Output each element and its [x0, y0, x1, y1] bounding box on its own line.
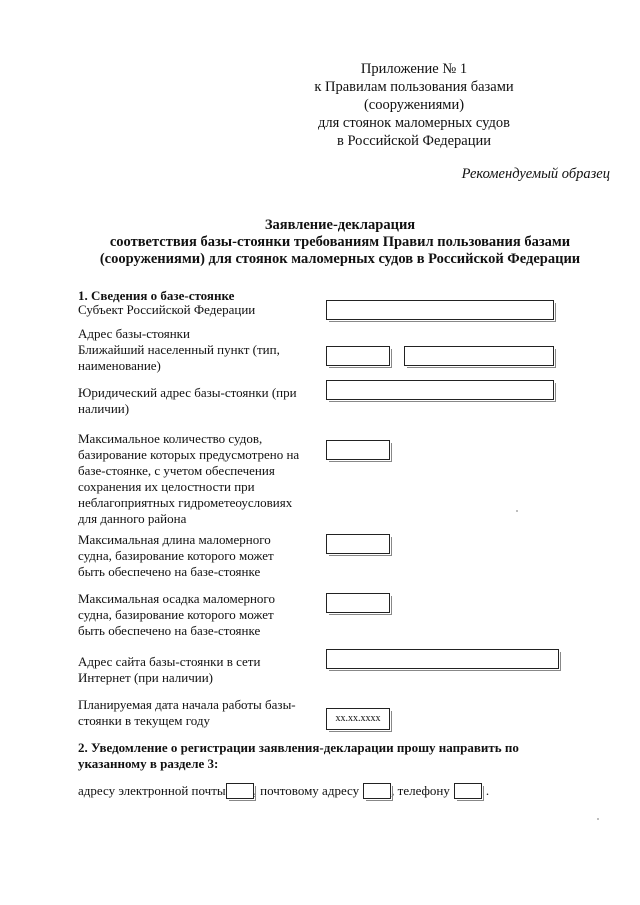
max-length-label: Максимальная длина маломерного судна, базирование которого может быть обеспечено на базе-стоянке [78, 532, 274, 579]
end-mark: . [485, 783, 490, 799]
subject-field[interactable] [326, 300, 554, 320]
settlement-name-field[interactable] [404, 346, 554, 366]
legal-address-label: Юридический адрес базы-стоянки (при наличии) [78, 385, 297, 416]
settlement-label: Ближайший населенный пункт (тип, наименование) [78, 342, 280, 373]
settlement-type-field[interactable] [326, 346, 390, 366]
document-title [60, 217, 620, 268]
phone-checkbox[interactable] [454, 783, 482, 799]
appendix-line-2: к Правилам пользования базами [314, 79, 514, 95]
max-vessels-label: Максимальное количество судов, базирование которых предусмотрено на базе-стоянке, с учетом обеспечения сохранения их целостности при неблагоприятных гидрометеоусловиях для данного района [78, 431, 300, 526]
appendix-line-5: в Российской Федерации [336, 133, 492, 149]
email-label: адресу электронной почты [78, 783, 226, 799]
address-heading: Адрес базы-стоянки [78, 326, 190, 341]
scan-speck [597, 818, 599, 820]
sample-label: Рекомендуемый образец [461, 166, 610, 182]
phone-label: , телефону [391, 783, 450, 799]
scan-speck [516, 510, 518, 512]
appendix-line-1: Приложение № 1 [360, 61, 468, 77]
title-line-3: (сооружениями) для стоянок маломерных судов в Российской Федерации [99, 251, 581, 267]
website-field[interactable] [326, 649, 559, 669]
website-label: Адрес сайта базы-стоянки в сети Интернет (при наличии) [78, 654, 261, 685]
title-line-1: Заявление-декларация [264, 217, 416, 233]
section-2-heading: 2. Уведомление о регистрации заявления-декларации прошу направить по указанному в разделе 3: [78, 740, 519, 771]
max-draft-field[interactable] [326, 593, 390, 613]
legal-address-field[interactable] [326, 380, 554, 400]
postal-checkbox[interactable] [363, 783, 391, 799]
subject-label: Субъект Российской Федерации [78, 302, 256, 317]
start-date-field[interactable]: xx.xx.xxxx [326, 708, 390, 730]
max-draft-label: Максимальная осадка маломерного судна, базирование которого может быть обеспечено на базе-стоянке [78, 591, 275, 638]
appendix-line-3: (сооружениями) [363, 97, 465, 113]
postal-label: , почтовому адресу [253, 783, 360, 799]
max-vessels-field[interactable] [326, 440, 390, 460]
start-date-label: Планируемая дата начала работы базы-стоянки в текущем году [78, 697, 296, 728]
appendix-block [264, 60, 564, 150]
appendix-line-4: для стоянок маломерных судов [318, 115, 510, 131]
section-1-heading: 1. Сведения о базе-стоянке [78, 288, 235, 303]
notification-options-row [78, 780, 489, 801]
max-length-field[interactable] [326, 534, 390, 554]
title-line-2: соответствия базы-стоянки требованиям Правил пользования базами [109, 234, 571, 250]
email-checkbox[interactable] [226, 783, 254, 799]
